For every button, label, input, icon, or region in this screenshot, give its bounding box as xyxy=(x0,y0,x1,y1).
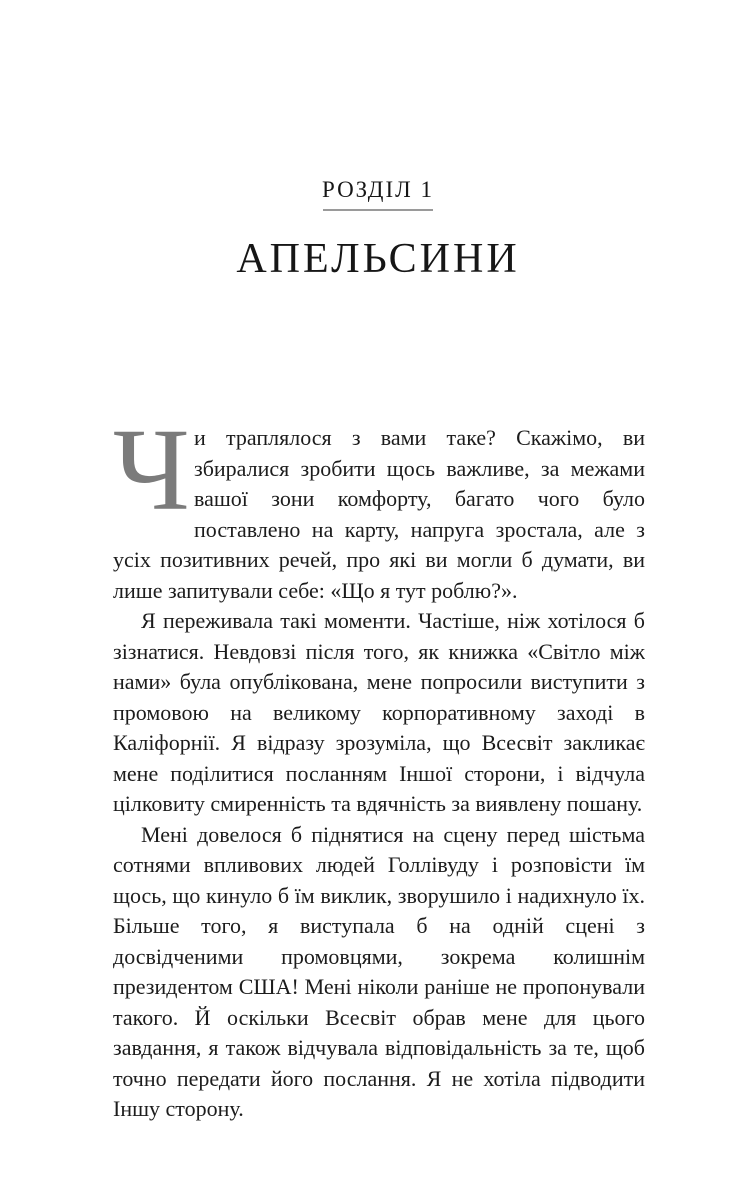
chapter-title: АПЕЛЬСИНИ xyxy=(236,236,520,282)
paragraph-1 xyxy=(113,404,645,606)
drop-cap: Ч xyxy=(113,404,190,535)
chapter-body xyxy=(113,404,645,1125)
paragraph-3: Мені довелося б піднятися на сцену перед шістьма сотнями впливових людей Голлівуду і розповісти їм щось, що кинуло б їм виклик, зворушило і надихнуло їх. Більше того, я виступала б на одній сцені з досвідченими промовцями, зокрема колишнім президентом США! Мені ніколи раніше не пропонували такого. Й оскільки Всесвіт обрав мене для цього завдання, я також відчувала відповідальність за те, щоб точно передати його послання. Я не хотіла підводити Іншу сторону. xyxy=(113,821,645,1121)
paragraph-2: Я переживала такі моменти. Частіше, ніж хотілося б зізнатися. Невдовзі після того, як книжка «Світло між нами» була опублікована, мене попросили виступити з промовою на великому корпоративному заході в Каліфорнії. Я відразу зрозуміла, що Всесвіт закликає мене поділитися посланням Іншої сторони, і відчула цілковиту смиренність та вдячність за виявлену пошану. xyxy=(113,608,645,816)
chapter-divider xyxy=(323,209,433,211)
chapter-header xyxy=(0,177,756,282)
paragraph-1-text: и траплялося з вами таке? Скажімо, ви збиралися зробити щось важливе, за межами вашої зони комфорту, багато чого було поставлено на карту, напруга зростала, але з усіх позитивних речей, про які ви могли б думати, ви лише запитували себе: «Що я тут роблю?». xyxy=(113,425,645,603)
chapter-number: РОЗДІЛ 1 xyxy=(322,177,434,202)
